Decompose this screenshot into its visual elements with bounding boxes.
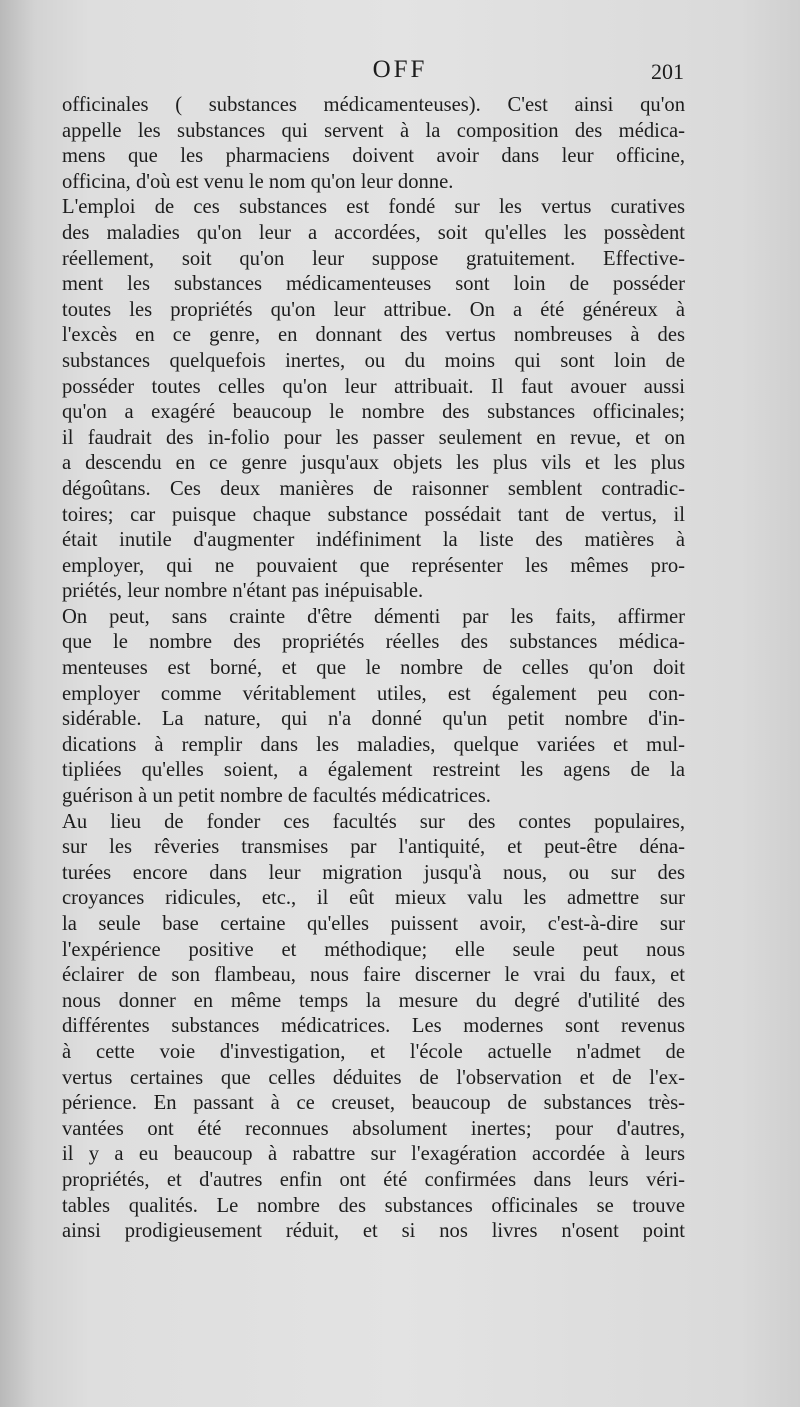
text-line: qu'on a exagéré beaucoup le nombre des substances officinales; <box>62 401 685 424</box>
text-line: éclairer de son flambeau, nous faire discerner le vrai du faux, et <box>62 964 685 987</box>
running-head <box>0 56 800 88</box>
text-line: officinales ( substances médicamenteuses). C'est ainsi qu'on <box>62 94 685 116</box>
text-line: ainsi prodigieusement réduit, et si nos livres n'osent point <box>62 1220 685 1243</box>
text-line: L'emploi de ces substances est fondé sur les vertus curatives <box>62 196 685 219</box>
page-number: 201 <box>651 59 684 84</box>
text-line: dégoûtans. Ces deux manières de raisonner semblent contradic- <box>62 477 685 500</box>
text-line: posséder toutes celles qu'on leur attribuait. Il faut avouer aussi <box>62 375 685 398</box>
text-line: il y a eu beaucoup à rabattre sur l'exagération accordée à leurs <box>62 1143 685 1166</box>
text-line: propriétés, et d'autres enfin ont été confirmées dans leurs véri- <box>62 1168 685 1191</box>
text-line: dications à remplir dans les maladies, quelque variées et mul- <box>62 733 685 756</box>
text-line: ment les substances médicamenteuses sont loin de posséder <box>62 273 685 296</box>
text-line: vantées ont été reconnues absolument inertes; pour d'autres, <box>62 1117 685 1140</box>
text-line: tables qualités. Le nombre des substances officinales se trouve <box>62 1194 685 1217</box>
text-line: que le nombre des propriétés réelles des substances médica- <box>62 631 685 654</box>
text-line: périence. En passant à ce creuset, beaucoup de substances très- <box>62 1092 685 1115</box>
page-header-title: OFF <box>372 56 428 83</box>
text-line: tipliées qu'elles soient, a également restreint les agens de la <box>62 759 685 782</box>
text-line: il faudrait des in-folio pour les passer seulement en revue, et on <box>62 426 685 449</box>
paragraph <box>62 93 685 195</box>
text-line: était inutile d'augmenter indéfiniment la liste des matières à <box>62 529 685 552</box>
text-line: employer, qui ne pouvaient que représenter les mêmes pro- <box>62 554 685 577</box>
text-line: officina, d'où est venu le nom qu'on leur donne. <box>62 170 454 193</box>
text-line: sidérable. La nature, qui n'a donné qu'un petit nombre d'in- <box>62 708 685 731</box>
text-line: employer comme véritablement utiles, est également peu con- <box>62 682 685 705</box>
text-line: menteuses est borné, et que le nombre de celles qu'on doit <box>62 657 685 680</box>
text-line: guérison à un petit nombre de facultés médicatrices. <box>62 785 491 808</box>
text-line: turées encore dans leur migration jusqu'à nous, ou sur des <box>62 861 685 884</box>
paragraph <box>62 195 685 605</box>
text-line: Au lieu de fonder ces facultés sur des contes populaires, <box>62 810 685 833</box>
text-line: vertus certaines que celles déduites de l'observation et de l'ex- <box>62 1066 685 1089</box>
text-line: mens que les pharmaciens doivent avoir dans leur officine, <box>62 145 685 168</box>
text-line: priétés, leur nombre n'étant pas inépuisable. <box>62 580 424 603</box>
text-line: croyances ridicules, etc., il eût mieux valu les admettre sur <box>62 887 685 910</box>
text-line: à cette voie d'investigation, et l'école actuelle n'admet de <box>62 1040 685 1063</box>
text-line: réellement, soit qu'on leur suppose gratuitement. Effective- <box>62 247 685 270</box>
body-text <box>62 93 685 1245</box>
text-line: différentes substances médicatrices. Les modernes sont revenus <box>62 1015 685 1038</box>
text-line: la seule base certaine qu'elles puissent avoir, c'est-à-dire sur <box>62 913 685 935</box>
text-line: appelle les substances qui servent à la composition des médica- <box>62 119 685 142</box>
text-line: nous donner en même temps la mesure du degré d'utilité des <box>62 989 685 1012</box>
text-line: toutes les propriétés qu'on leur attribue. On a été généreux à <box>62 298 685 321</box>
text-line: a descendu en ce genre jusqu'aux objets les plus vils et les plus <box>62 452 685 475</box>
text-line: On peut, sans crainte d'être démenti par les faits, affirmer <box>62 605 685 628</box>
paragraph <box>62 810 685 1245</box>
text-line: l'expérience positive et méthodique; elle seule peut nous <box>62 938 685 961</box>
text-line: substances quelquefois inertes, ou du moins qui sont loin de <box>62 349 685 372</box>
text-line: des maladies qu'on leur a accordées, soit qu'elles les possèdent <box>62 221 685 244</box>
text-line: sur les rêveries transmises par l'antiquité, et peut-être déna- <box>62 836 685 859</box>
text-line: l'excès en ce genre, en donnant des vertus nombreuses à des <box>62 324 685 347</box>
text-line: toires; car puisque chaque substance possédait tant de vertus, il <box>62 503 685 526</box>
paragraph <box>62 605 685 810</box>
